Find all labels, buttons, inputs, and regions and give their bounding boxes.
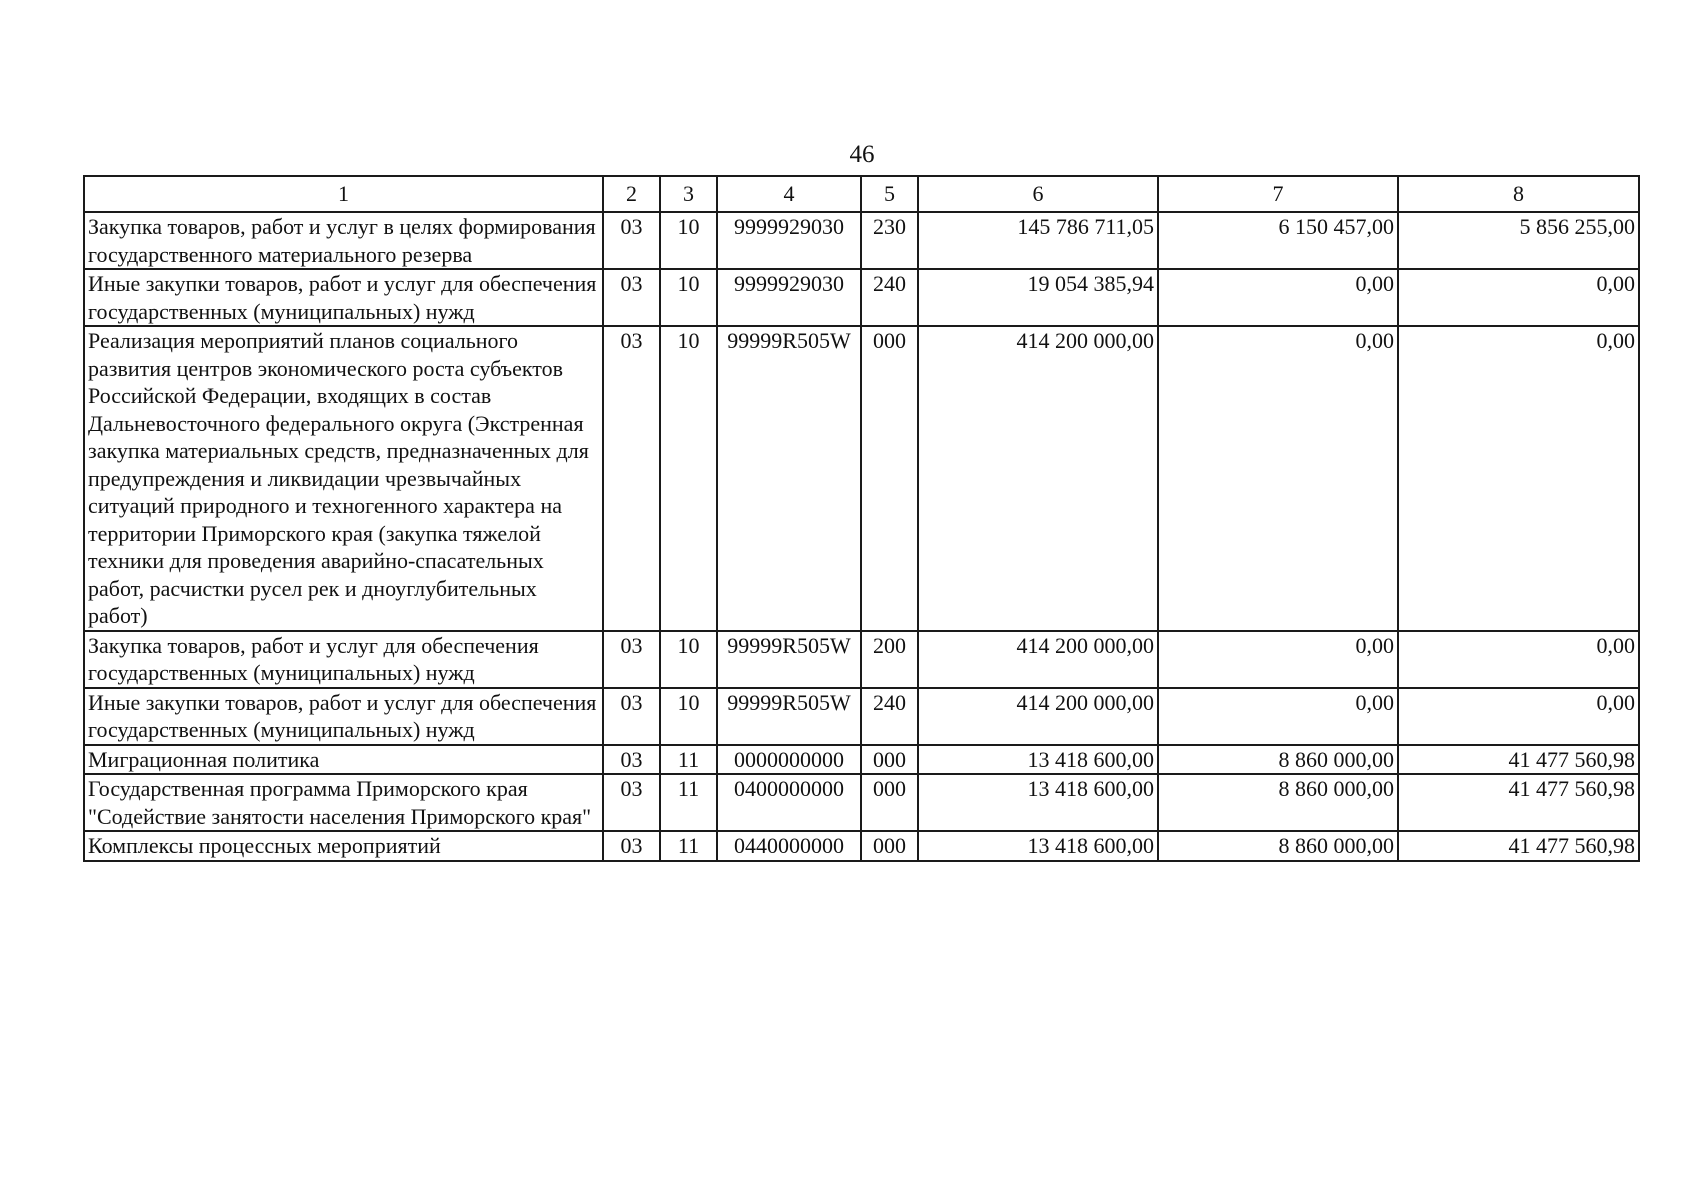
row-subsection: 11	[660, 831, 717, 861]
row-target-article: 99999R505W	[717, 326, 861, 631]
row-amount-6: 145 786 711,05	[918, 212, 1158, 269]
row-name: Миграционная политика	[84, 745, 603, 775]
row-section: 03	[603, 631, 660, 688]
row-expense-type: 240	[861, 269, 918, 326]
row-amount-6: 13 418 600,00	[918, 745, 1158, 775]
row-amount-7: 6 150 457,00	[1158, 212, 1398, 269]
column-header: 1	[84, 176, 603, 212]
row-subsection: 10	[660, 688, 717, 745]
row-amount-7: 0,00	[1158, 269, 1398, 326]
page-number: 46	[849, 141, 875, 168]
row-name: Закупка товаров, работ и услуг для обеспечения государственных (муниципальных) нужд	[84, 631, 603, 688]
row-amount-7: 0,00	[1158, 688, 1398, 745]
row-subsection: 10	[660, 212, 717, 269]
row-name: Государственная программа Приморского края "Содействие занятости населения Приморского края"	[84, 774, 603, 831]
row-amount-6: 13 418 600,00	[918, 774, 1158, 831]
row-amount-7: 8 860 000,00	[1158, 745, 1398, 775]
row-section: 03	[603, 269, 660, 326]
column-header: 4	[717, 176, 861, 212]
row-target-article: 0000000000	[717, 745, 861, 775]
row-expense-type: 000	[861, 774, 918, 831]
table-row	[84, 212, 1639, 269]
table-row	[84, 745, 1639, 775]
column-header: 2	[603, 176, 660, 212]
row-amount-7: 8 860 000,00	[1158, 831, 1398, 861]
row-target-article: 9999929030	[717, 269, 861, 326]
row-subsection: 11	[660, 745, 717, 775]
row-expense-type: 000	[861, 831, 918, 861]
row-amount-7: 8 860 000,00	[1158, 774, 1398, 831]
row-section: 03	[603, 774, 660, 831]
column-header: 7	[1158, 176, 1398, 212]
row-section: 03	[603, 831, 660, 861]
row-amount-8: 41 477 560,98	[1398, 774, 1639, 831]
row-target-article: 99999R505W	[717, 688, 861, 745]
header-row	[84, 176, 1639, 212]
row-amount-8: 0,00	[1398, 631, 1639, 688]
row-expense-type: 230	[861, 212, 918, 269]
row-amount-7: 0,00	[1158, 631, 1398, 688]
row-subsection: 10	[660, 269, 717, 326]
column-header: 5	[861, 176, 918, 212]
table-row	[84, 631, 1639, 688]
row-name: Иные закупки товаров, работ и услуг для обеспечения государственных (муниципальных) нужд	[84, 269, 603, 326]
table-row	[84, 774, 1639, 831]
row-name: Комплексы процессных мероприятий	[84, 831, 603, 861]
row-section: 03	[603, 745, 660, 775]
row-target-article: 0440000000	[717, 831, 861, 861]
row-amount-6: 414 200 000,00	[918, 631, 1158, 688]
row-amount-8: 0,00	[1398, 326, 1639, 631]
budget-table	[83, 175, 1640, 862]
row-name: Иные закупки товаров, работ и услуг для обеспечения государственных (муниципальных) нужд	[84, 688, 603, 745]
row-expense-type: 000	[861, 326, 918, 631]
column-header: 6	[918, 176, 1158, 212]
row-amount-8: 0,00	[1398, 269, 1639, 326]
row-subsection: 10	[660, 326, 717, 631]
row-amount-8: 41 477 560,98	[1398, 831, 1639, 861]
row-amount-8: 0,00	[1398, 688, 1639, 745]
row-expense-type: 240	[861, 688, 918, 745]
row-section: 03	[603, 326, 660, 631]
row-target-article: 99999R505W	[717, 631, 861, 688]
row-amount-6: 13 418 600,00	[918, 831, 1158, 861]
row-subsection: 11	[660, 774, 717, 831]
row-expense-type: 200	[861, 631, 918, 688]
table-row	[84, 688, 1639, 745]
column-header: 3	[660, 176, 717, 212]
row-amount-6: 414 200 000,00	[918, 688, 1158, 745]
table-row	[84, 326, 1639, 631]
row-expense-type: 000	[861, 745, 918, 775]
row-amount-7: 0,00	[1158, 326, 1398, 631]
row-amount-6: 414 200 000,00	[918, 326, 1158, 631]
row-target-article: 0400000000	[717, 774, 861, 831]
table-row	[84, 269, 1639, 326]
row-name: Реализация мероприятий планов социального развития центров экономического роста субъектов Российской Федерации, входящих в состав Дальневосточного федерального округа (Экстренная закупка материальных средств, предназначенных для предупреждения и ликвидации чрезвычайных ситуаций природного и техногенного характера на территории Приморского края (закупка тяжелой техники для проведения аварийно-спасательных работ, расчистки русел рек и дноуглубительных работ)	[84, 326, 603, 631]
row-amount-8: 41 477 560,98	[1398, 745, 1639, 775]
row-amount-8: 5 856 255,00	[1398, 212, 1639, 269]
row-subsection: 10	[660, 631, 717, 688]
column-header: 8	[1398, 176, 1639, 212]
row-name: Закупка товаров, работ и услуг в целях формирования государственного материального резерва	[84, 212, 603, 269]
table-row	[84, 831, 1639, 861]
row-target-article: 9999929030	[717, 212, 861, 269]
row-section: 03	[603, 688, 660, 745]
row-section: 03	[603, 212, 660, 269]
row-amount-6: 19 054 385,94	[918, 269, 1158, 326]
